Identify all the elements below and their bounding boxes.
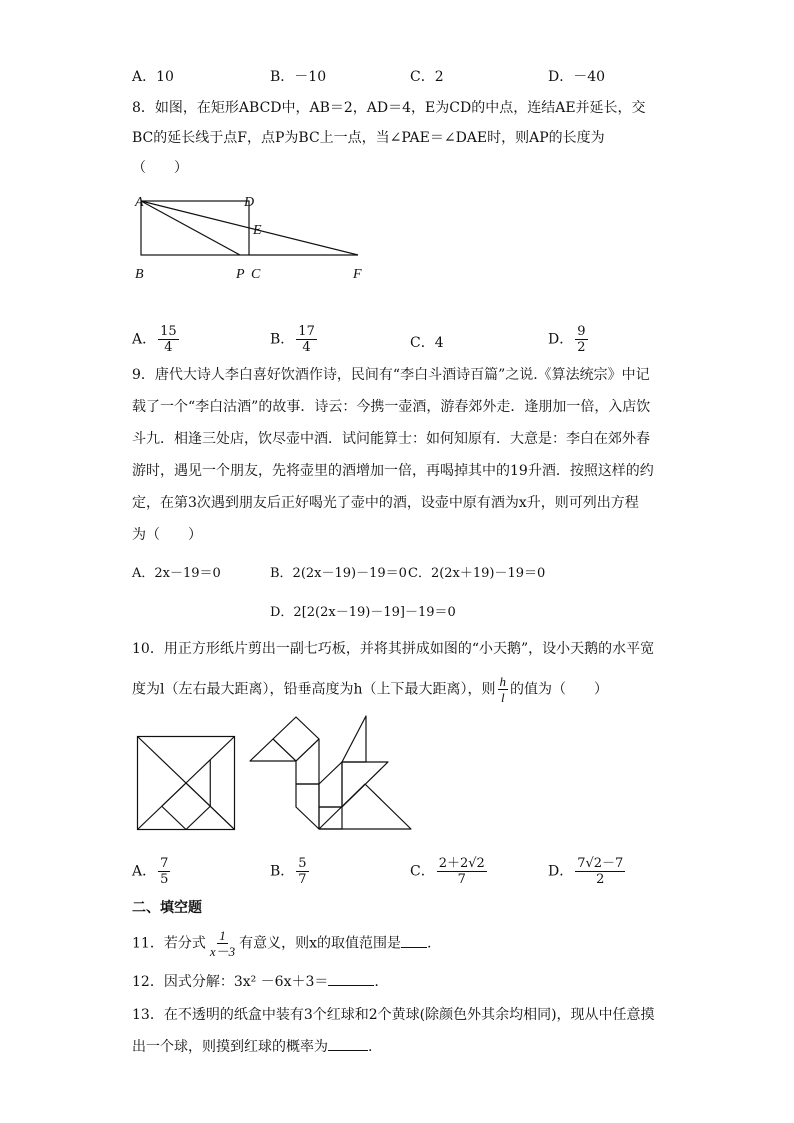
q7-option-a: A．10 [132, 69, 174, 85]
q12-answer-blank[interactable] [328, 973, 374, 986]
q10-line-2: 度为l（左右最大距离），铅垂高度为h（上下最大距离），则 $\frac{h}{l}$ 的值为（ ） [132, 674, 608, 705]
q10-option-c: C． $\frac{2+2√2}{7}$ [410, 856, 485, 887]
label-d: D [244, 195, 255, 210]
q9-option-b: B．2(2x－19)－19＝0 [270, 566, 407, 581]
q10-line-1: 10．用正方形纸片剪出一副七巧板，并将其拼成如图的“小天鹅”，设小天鹅的水平宽 [132, 641, 655, 657]
q9-line-1: 9．唐代大诗人李白喜好饮酒作诗，民间有“李白斗酒诗百篇”之说.《算法统宗》中记 [132, 367, 650, 383]
q8-line-2: BC的延长线于点F，点P为BC上一点，当∠PAE＝∠DAE时，则AP的长度为 [132, 130, 605, 146]
q9-line-2: 载了一个“李白沽酒”的故事．诗云：今携一壶酒，游春郊外走．逢朋加一倍，入店饮 [132, 399, 651, 415]
rectangle-abcd [141, 201, 249, 255]
q9-line-3: 斗九．相逢三处店，饮尽壶中酒．试问能算士：如何知原有．大意是：李白在郊外春 [132, 431, 650, 447]
label-e: E [253, 223, 262, 238]
label-b: B [135, 267, 144, 282]
tangram-square-figure [137, 736, 235, 830]
q10-option-d: D． $\frac{7√2-7}{2}$ [548, 856, 624, 887]
q8-option-d: D． $\frac{9}{2}$ [548, 324, 586, 355]
q8-rectangle-diagram [130, 190, 370, 285]
q10-option-a: A． $\frac{7}{5}$ [132, 856, 169, 887]
q13-line-1: 13．在不透明的纸盒中装有3个红球和2个黄球(除颜色外其余均相同)，现从中任意摸 [132, 1007, 655, 1023]
q9-option-d: D．2[2(2x－19)－19]－19＝0 [270, 605, 456, 620]
q7-option-b: B．－10 [270, 69, 327, 85]
q13-answer-blank[interactable] [328, 1038, 368, 1051]
label-f: F [353, 267, 362, 282]
q7-option-d: D．－40 [548, 69, 606, 85]
q12-line: 12．因式分解：3x² －6x＋3＝ . [132, 974, 379, 990]
line-ap [141, 201, 240, 255]
q9-option-a: A．2x－19＝0 [132, 566, 221, 581]
q8-line-1: 8．如图，在矩形ABCD中，AB＝2，AD＝4，E为CD的中点，连结AE并延长，交 [132, 100, 646, 116]
label-c: C [251, 267, 261, 282]
section-title-fill-blanks: 二、填空题 [132, 900, 202, 916]
label-a: A [135, 195, 144, 210]
q9-line-4: 游时，遇见一个朋友，先将壶里的酒增加一倍，再喝掉其中的19升酒．按照这样的约 [132, 463, 654, 479]
q8-option-a: A． $\frac{15}{4}$ [132, 324, 177, 355]
q9-line-6: 为（ ） [132, 527, 202, 543]
q10-option-b: B． $\frac{5}{7}$ [270, 856, 307, 887]
q7-option-c: C．2 [410, 69, 444, 85]
label-p: P [236, 267, 245, 282]
q8-option-b: B． $\frac{17}{4}$ [270, 324, 315, 355]
q9-line-5: 定，在第3次遇到朋友后正好喝光了壶中的酒，设壶中原有酒为x升，则可列出方程 [132, 495, 639, 511]
q8-option-c: C．4 [410, 335, 444, 351]
q8-line-3: （ ） [132, 160, 188, 176]
q11-line: 11．若分式 $\frac{1}{x-3}$ 有意义，则x的取值范围是 . [132, 928, 432, 959]
q9-option-c: C．2(2x＋19)－19＝0 [408, 566, 546, 581]
q13-line-2: 出一个球，则摸到红球的概率为 . [132, 1039, 373, 1055]
q11-answer-blank[interactable] [401, 935, 427, 948]
tangram-swan-figure [250, 714, 415, 840]
